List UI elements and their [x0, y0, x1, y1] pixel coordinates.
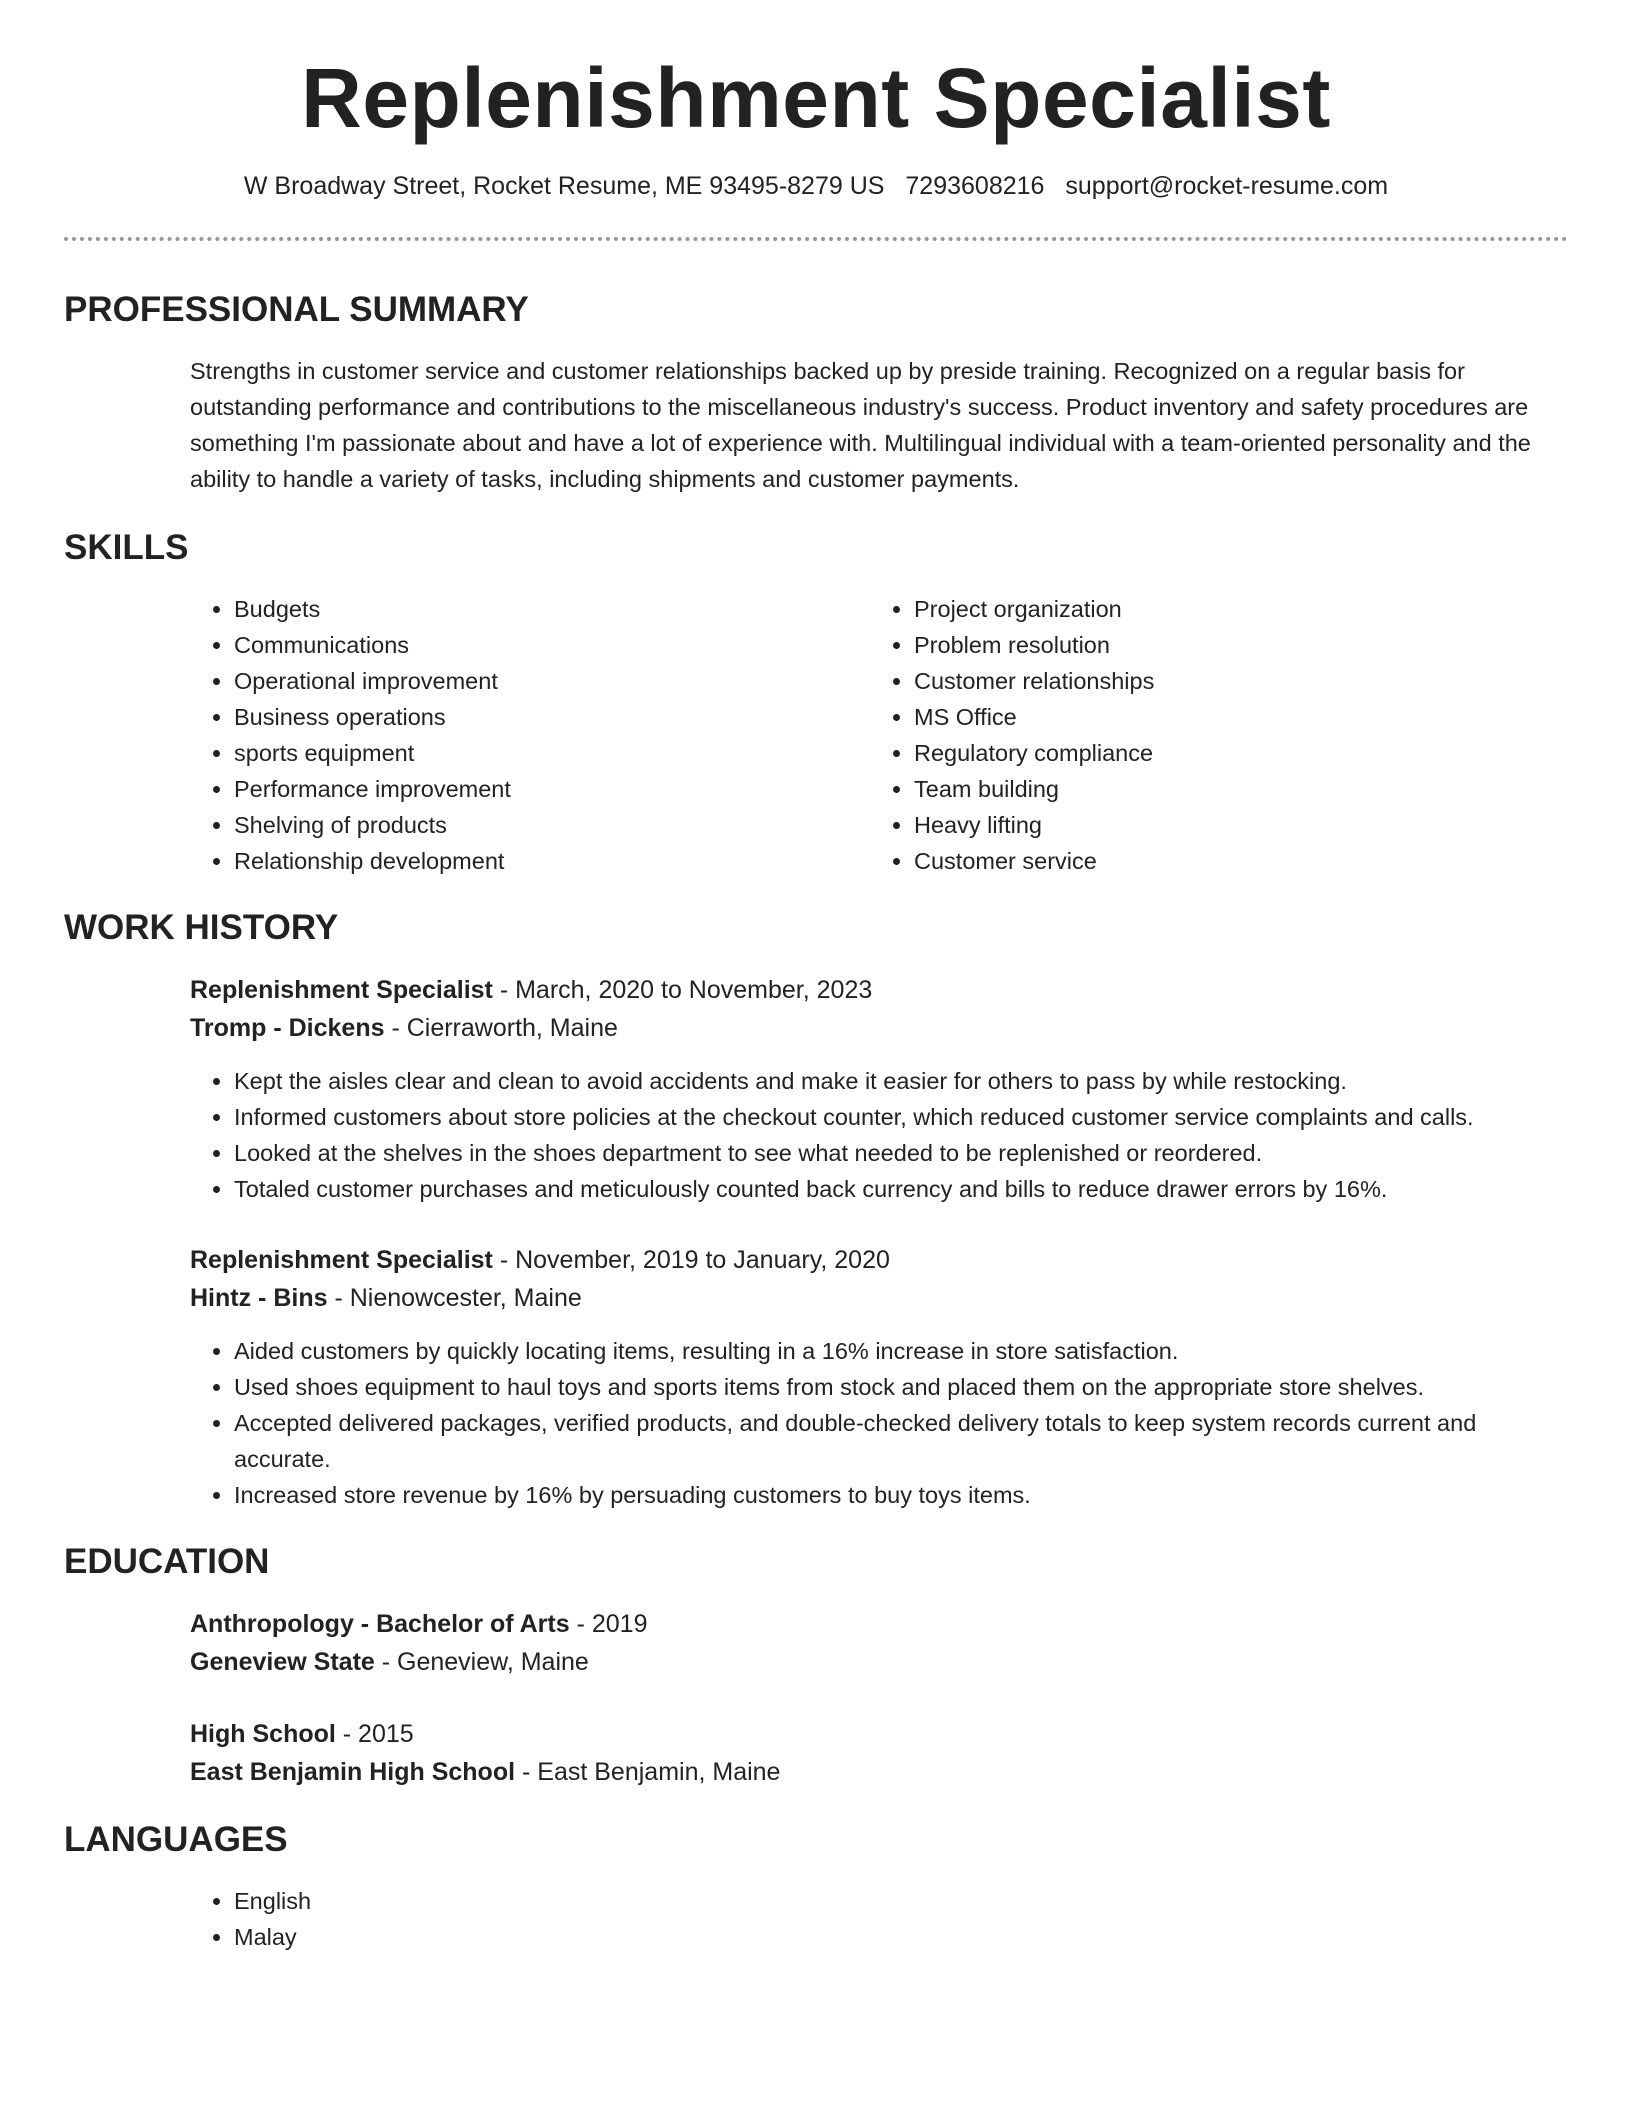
degree-line — [190, 1605, 1568, 1643]
section-title-work-history: WORK HISTORY — [64, 907, 339, 947]
skill-item: • sports equipment — [234, 735, 870, 771]
job-location: - Nienowcester, Maine — [327, 1283, 582, 1312]
summary-section — [64, 289, 1568, 497]
degree: Anthropology - Bachelor of Arts — [190, 1609, 570, 1638]
skills-grid — [190, 591, 1568, 879]
work-history-section — [64, 907, 1568, 1513]
summary-text: Strengths in customer service and customer relationships backed up by preside training. Recognized on a regular basis for outstanding performance and contributions to the miscellaneous industry's success. Product inventory and safety procedures are something I'm passionate about and have a lot of experience with. Multilingual individual with a team-oriented personality and the ability to handle a variety of tasks, including shipments and customer payments. — [190, 357, 1531, 492]
school-line — [190, 1643, 1568, 1681]
degree: High School — [190, 1719, 336, 1748]
skill-item: • Team building — [914, 771, 1550, 807]
job-location: - Cierraworth, Maine — [384, 1013, 618, 1042]
section-title-education: EDUCATION — [64, 1541, 270, 1581]
skill-item: • Shelving of products — [234, 807, 870, 843]
header-divider — [64, 237, 1568, 241]
school: East Benjamin High School — [190, 1757, 516, 1786]
skill-item: • Relationship development — [234, 843, 870, 879]
job-bullet: • Accepted delivered packages, verified products, and double-checked delivery totals to keep system records current and accurate. — [234, 1405, 1568, 1477]
job-bullet: • Kept the aisles clear and clean to avoid accidents and make it easier for others to pass by while restocking. — [234, 1063, 1568, 1099]
job-dates: - March, 2020 to November, 2023 — [492, 975, 873, 1004]
skill-item: • Heavy lifting — [914, 807, 1550, 843]
languages-list — [190, 1883, 1568, 1955]
education-entry — [190, 1715, 1568, 1791]
job-bullet: • Used shoes equipment to haul toys and sports items from stock and placed them on the appropriate store shelves. — [234, 1369, 1568, 1405]
job-bullet: • Increased store revenue by 16% by persuading customers to buy toys items. — [234, 1477, 1568, 1513]
skills-section — [64, 527, 1568, 879]
school: Geneview State — [190, 1647, 375, 1676]
school-line — [190, 1753, 1568, 1791]
skill-item: • Problem resolution — [914, 627, 1550, 663]
skill-item: • Customer relationships — [914, 663, 1550, 699]
job-title-line — [190, 1241, 1568, 1279]
job-company-line — [190, 1009, 1568, 1047]
skill-item: • Project organization — [914, 591, 1550, 627]
education-section — [64, 1541, 1568, 1791]
skill-item: • Customer service — [914, 843, 1550, 879]
job-title-line — [190, 971, 1568, 1009]
section-title-summary: PROFESSIONAL SUMMARY — [64, 289, 529, 329]
phone: 7293608216 — [905, 171, 1045, 200]
skill-item: • Performance improvement — [234, 771, 870, 807]
job-entry — [190, 971, 1568, 1207]
section-title-skills: SKILLS — [64, 527, 189, 567]
language-item: • English — [234, 1883, 1568, 1919]
degree-year: - 2019 — [569, 1609, 648, 1638]
job-bullet: • Informed customers about store policies at the checkout counter, which reduced customer service complaints and calls. — [234, 1099, 1568, 1135]
job-company: Tromp - Dickens — [190, 1013, 385, 1042]
job-role: Replenishment Specialist — [190, 975, 493, 1004]
skills-column-right — [870, 591, 1550, 879]
job-role: Replenishment Specialist — [190, 1245, 493, 1274]
languages-section — [64, 1819, 1568, 1955]
skill-item: • Business operations — [234, 699, 870, 735]
job-bullets — [190, 1333, 1568, 1513]
address: W Broadway Street, Rocket Resume, ME 93495-8279 US — [243, 171, 885, 200]
skill-item: • MS Office — [914, 699, 1550, 735]
skill-item: • Regulatory compliance — [914, 735, 1550, 771]
job-entry — [190, 1241, 1568, 1513]
candidate-name: Replenishment Specialist — [301, 51, 1331, 145]
school-location: - East Benjamin, Maine — [515, 1757, 781, 1786]
skills-column-left — [190, 591, 870, 879]
skill-item: • Budgets — [234, 591, 870, 627]
job-bullet: • Totaled customer purchases and meticulously counted back currency and bills to reduce drawer errors by 16%. — [234, 1171, 1568, 1207]
language-item: • Malay — [234, 1919, 1568, 1955]
contact-line — [64, 171, 1568, 201]
section-title-languages: LANGUAGES — [64, 1819, 288, 1859]
job-bullet: • Looked at the shelves in the shoes department to see what needed to be replenished or reordered. — [234, 1135, 1568, 1171]
skill-item: • Communications — [234, 627, 870, 663]
email: support@rocket-resume.com — [1065, 171, 1389, 200]
job-bullet: • Aided customers by quickly locating items, resulting in a 16% increase in store satisfaction. — [234, 1333, 1568, 1369]
job-bullets — [190, 1063, 1568, 1207]
education-entry — [190, 1605, 1568, 1681]
job-dates: - November, 2019 to January, 2020 — [492, 1245, 890, 1274]
skill-item: • Operational improvement — [234, 663, 870, 699]
job-company-line — [190, 1279, 1568, 1317]
job-company: Hintz - Bins — [190, 1283, 328, 1312]
school-location: - Geneview, Maine — [374, 1647, 589, 1676]
degree-line — [190, 1715, 1568, 1753]
degree-year: - 2015 — [335, 1719, 414, 1748]
